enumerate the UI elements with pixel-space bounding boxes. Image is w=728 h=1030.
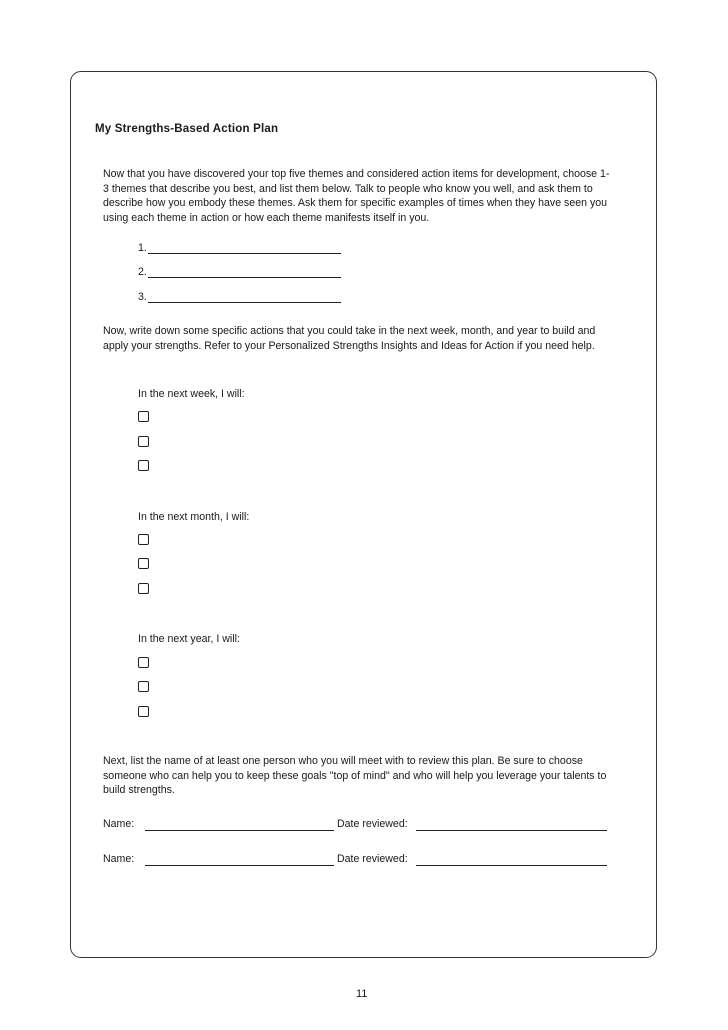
- theme-input-2[interactable]: [148, 266, 341, 278]
- week-checkbox-3[interactable]: [138, 460, 149, 471]
- theme-line-3[interactable]: [138, 289, 341, 303]
- actions-paragraph: Now, write down some specific actions that you could take in the next week, month, and year to build and apply your strengths. Refer to your Personalized Strengths Insights and Ideas for Action if you need help.: [103, 325, 596, 352]
- year-checkbox-2[interactable]: [138, 681, 149, 692]
- week-checkbox-2[interactable]: [138, 436, 149, 447]
- theme-line-2[interactable]: [138, 264, 341, 278]
- name-input-1[interactable]: [145, 830, 334, 831]
- theme-input-3[interactable]: [148, 291, 341, 303]
- theme-number-3: 3.: [138, 291, 147, 303]
- theme-number-2: 2.: [138, 266, 147, 278]
- week-checkbox-1[interactable]: [138, 411, 149, 422]
- month-checkbox-2[interactable]: [138, 558, 149, 569]
- week-label: In the next week, I will:: [138, 388, 245, 400]
- date-reviewed-input-2[interactable]: [416, 865, 607, 866]
- review-paragraph: Next, list the name of at least one person who you will meet with to review this plan. Be sure to choose someone who can help you to keep these goals "top of mind" and who will help you leverage your talents to build strengths.: [103, 755, 607, 796]
- year-checkbox-1[interactable]: [138, 657, 149, 668]
- name-label-2: Name:: [103, 853, 135, 865]
- intro-paragraph: Now that you have discovered your top five themes and considered action items for development, choose 1-3 themes that describe you best, and list them below. Talk to people who know you well, and ask them to describe how you embody these themes. Ask them for specific examples of times when they have seen you using each theme in action or how each theme manifests itself in you.: [103, 168, 610, 224]
- date-reviewed-input-1[interactable]: [416, 830, 607, 831]
- month-checkbox-1[interactable]: [138, 534, 149, 545]
- name-input-2[interactable]: [145, 865, 334, 866]
- year-checkbox-3[interactable]: [138, 706, 149, 717]
- month-label: In the next month, I will:: [138, 511, 250, 523]
- date-reviewed-label-2: Date reviewed:: [337, 853, 408, 865]
- signature-row-1: [103, 818, 613, 832]
- date-reviewed-label-1: Date reviewed:: [337, 818, 408, 830]
- signature-row-2: [103, 853, 613, 867]
- page-number: 11: [356, 988, 368, 1000]
- theme-number-1: 1.: [138, 242, 147, 254]
- year-label: In the next year, I will:: [138, 633, 240, 645]
- page-title: My Strengths-Based Action Plan: [95, 123, 279, 135]
- name-label-1: Name:: [103, 818, 135, 830]
- theme-input-1[interactable]: [148, 242, 341, 254]
- theme-line-1[interactable]: [138, 240, 341, 254]
- month-checkbox-3[interactable]: [138, 583, 149, 594]
